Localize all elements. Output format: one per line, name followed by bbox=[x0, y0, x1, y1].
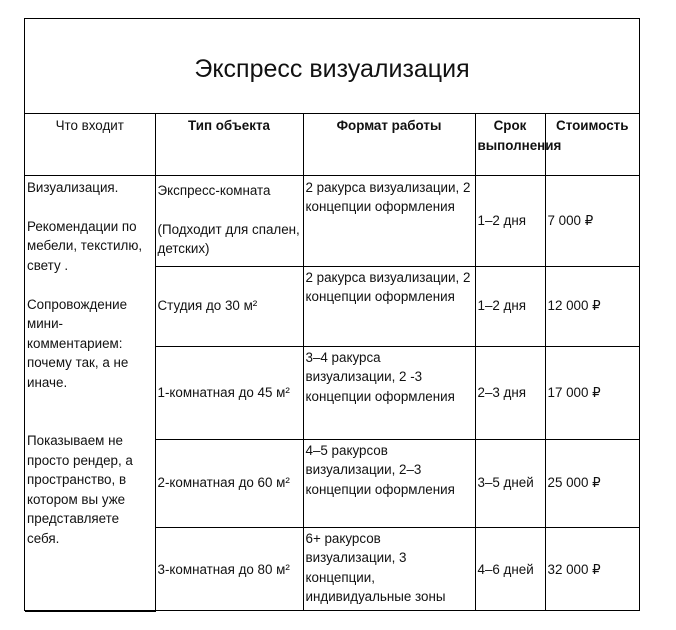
cost-cell: 7 000 ₽ bbox=[545, 175, 639, 266]
includes-item: Показываем не просто рендер, а пространство, в котором вы уже представляете себя. bbox=[27, 433, 133, 546]
includes-item: Рекомендации по мебели, текстилю, свету . bbox=[27, 218, 143, 273]
object-type-cell bbox=[155, 175, 303, 266]
cost-cell: 17 000 ₽ bbox=[545, 346, 639, 439]
table-row bbox=[25, 175, 639, 266]
work-format-cell: 2 ракурса визуализации, 2 концепции оформления bbox=[303, 175, 475, 266]
cost-cell: 25 000 ₽ bbox=[545, 439, 639, 527]
header-term: Срок выполнения bbox=[475, 114, 545, 175]
price-document bbox=[24, 18, 640, 611]
object-type-note: (Подходит для спален, детских) bbox=[157, 221, 300, 256]
cost-cell: 32 000 ₽ bbox=[545, 527, 639, 611]
header-object-type: Тип объекта bbox=[155, 114, 303, 175]
work-format-cell: 2 ракурса визуализации, 2 концепции оформления bbox=[303, 266, 475, 346]
object-type: Экспресс-комната bbox=[157, 182, 271, 198]
object-type-cell: 1-комнатная до 45 м² bbox=[155, 346, 303, 439]
term-cell: 1–2 дня bbox=[475, 175, 545, 266]
includes-item: Визуализация. bbox=[27, 179, 119, 195]
includes-cell bbox=[25, 175, 155, 611]
price-table bbox=[25, 114, 639, 612]
cost-cell: 12 000 ₽ bbox=[545, 266, 639, 346]
object-type-cell: Студия до 30 м² bbox=[155, 266, 303, 346]
header-includes: Что входит bbox=[25, 114, 155, 175]
document-title: Экспресс визуализация bbox=[25, 19, 639, 114]
work-format-cell: 6+ ракурсов визуализации, 3 концепции, индивидуальные зоны bbox=[303, 527, 475, 611]
table-header-row bbox=[25, 114, 639, 175]
term-cell: 4–6 дней bbox=[475, 527, 545, 611]
term-cell: 3–5 дней bbox=[475, 439, 545, 527]
object-type-cell: 2-комнатная до 60 м² bbox=[155, 439, 303, 527]
header-cost: Стоимость bbox=[545, 114, 639, 175]
term-cell: 2–3 дня bbox=[475, 346, 545, 439]
work-format-cell: 3–4 ракурса визуализации, 2 -3 концепции оформления bbox=[303, 346, 475, 439]
term-cell: 1–2 дня bbox=[475, 266, 545, 346]
object-type-cell: 3-комнатная до 80 м² bbox=[155, 527, 303, 611]
includes-item: Сопровождение мини-комментарием: почему так, а не иначе. bbox=[27, 296, 129, 390]
work-format-cell: 4–5 ракурсов визуализации, 2–3 концепции оформления bbox=[303, 439, 475, 527]
header-work-format: Формат работы bbox=[303, 114, 475, 175]
